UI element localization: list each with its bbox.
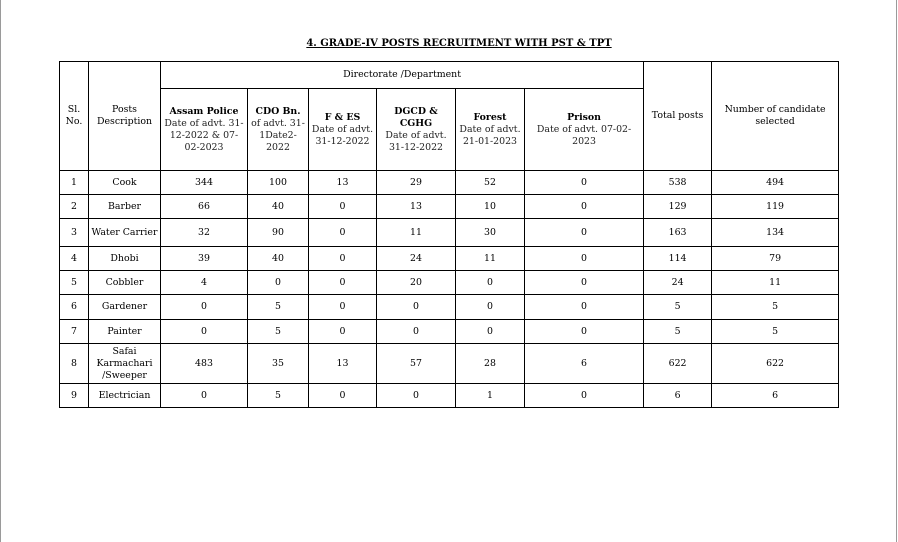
- cell-dept-value: 5: [248, 320, 309, 344]
- recruitment-table: [59, 61, 839, 408]
- dept-advt-date: Date of advt. 07-02-2023: [536, 123, 632, 147]
- cell-candidates-selected: 494: [712, 171, 839, 195]
- cell-dept-value: 0: [456, 320, 525, 344]
- dept-name: Forest: [473, 111, 507, 123]
- cell-dept-value: 39: [161, 247, 248, 271]
- cell-dept-value: 0: [525, 384, 644, 408]
- cell-sl-no: 7: [60, 320, 89, 344]
- cell-sl-no: 6: [60, 295, 89, 320]
- cell-dept-value: 6: [525, 344, 644, 384]
- cell-dept-value: 0: [309, 384, 377, 408]
- cell-post-description: Dhobi: [89, 247, 161, 271]
- cell-dept-value: 11: [377, 219, 456, 247]
- page-edge-right: [896, 0, 897, 542]
- cell-sl-no: 9: [60, 384, 89, 408]
- cell-dept-value: 20: [377, 271, 456, 295]
- cell-post-description: Safai Karmachari /Sweeper: [89, 344, 161, 384]
- cell-dept-value: 57: [377, 344, 456, 384]
- cell-dept-value: 0: [248, 271, 309, 295]
- header-dept-0: [161, 89, 248, 171]
- cell-candidates-selected: 119: [712, 195, 839, 219]
- cell-total-posts: 6: [644, 384, 712, 408]
- cell-dept-value: 32: [161, 219, 248, 247]
- cell-sl-no: 8: [60, 344, 89, 384]
- cell-dept-value: 0: [161, 384, 248, 408]
- cell-sl-no: 2: [60, 195, 89, 219]
- table-row: [60, 384, 839, 408]
- cell-dept-value: 0: [525, 171, 644, 195]
- cell-candidates-selected: 79: [712, 247, 839, 271]
- cell-dept-value: 0: [161, 295, 248, 320]
- header-dept-1: [248, 89, 309, 171]
- cell-dept-value: 0: [309, 271, 377, 295]
- dept-advt-date: Date of advt. 21-01-2023: [459, 123, 521, 147]
- cell-total-posts: 114: [644, 247, 712, 271]
- cell-dept-value: 90: [248, 219, 309, 247]
- cell-total-posts: 24: [644, 271, 712, 295]
- header-directorate: Directorate /Department: [161, 62, 644, 89]
- header-candidates-selected: Number of candidate selected: [712, 62, 839, 171]
- cell-total-posts: 129: [644, 195, 712, 219]
- cell-total-posts: 622: [644, 344, 712, 384]
- table-row: [60, 219, 839, 247]
- table-row: [60, 295, 839, 320]
- dept-advt-date: Date of advt. 31-12-2022: [385, 129, 447, 153]
- cell-dept-value: 0: [309, 320, 377, 344]
- cell-dept-value: 13: [309, 344, 377, 384]
- dept-name: Assam Police: [169, 105, 239, 117]
- cell-dept-value: 1: [456, 384, 525, 408]
- header-posts-description: Posts Description: [89, 62, 161, 171]
- cell-dept-value: 35: [248, 344, 309, 384]
- header-dept-5: [525, 89, 644, 171]
- cell-dept-value: 0: [525, 295, 644, 320]
- cell-dept-value: 0: [525, 247, 644, 271]
- table-row: [60, 271, 839, 295]
- cell-dept-value: 13: [377, 195, 456, 219]
- dept-name: F & ES: [324, 111, 361, 123]
- header-dept-3: [377, 89, 456, 171]
- cell-post-description: Water Carrier: [89, 219, 161, 247]
- cell-dept-value: 0: [456, 271, 525, 295]
- cell-total-posts: 5: [644, 320, 712, 344]
- cell-dept-value: 0: [309, 247, 377, 271]
- cell-dept-value: 0: [456, 295, 525, 320]
- document-title: 4. GRADE-IV POSTS RECRUITMENT WITH PST & TPT: [306, 38, 612, 49]
- cell-dept-value: 4: [161, 271, 248, 295]
- cell-dept-value: 0: [525, 320, 644, 344]
- cell-total-posts: 5: [644, 295, 712, 320]
- cell-dept-value: 0: [161, 320, 248, 344]
- cell-dept-value: 0: [525, 271, 644, 295]
- table-row: [60, 195, 839, 219]
- cell-dept-value: 28: [456, 344, 525, 384]
- cell-post-description: Cobbler: [89, 271, 161, 295]
- cell-dept-value: 344: [161, 171, 248, 195]
- cell-dept-value: 11: [456, 247, 525, 271]
- cell-dept-value: 30: [456, 219, 525, 247]
- cell-dept-value: 10: [456, 195, 525, 219]
- cell-dept-value: 483: [161, 344, 248, 384]
- page-edge-left: [0, 0, 1, 542]
- cell-dept-value: 0: [309, 195, 377, 219]
- cell-dept-value: 0: [309, 219, 377, 247]
- cell-dept-value: 0: [525, 195, 644, 219]
- table-row: [60, 344, 839, 384]
- cell-total-posts: 163: [644, 219, 712, 247]
- cell-dept-value: 13: [309, 171, 377, 195]
- dept-advt-date: Date of advt. 31-12-2022: [311, 123, 374, 147]
- cell-candidates-selected: 11: [712, 271, 839, 295]
- cell-post-description: Electrician: [89, 384, 161, 408]
- dept-name: CDO Bn.: [255, 105, 301, 117]
- cell-dept-value: 52: [456, 171, 525, 195]
- table-row: [60, 171, 839, 195]
- cell-dept-value: 0: [377, 295, 456, 320]
- dept-name: DGCD & CGHG: [394, 105, 438, 129]
- cell-candidates-selected: 5: [712, 295, 839, 320]
- cell-dept-value: 0: [525, 219, 644, 247]
- dept-advt-date: Date of advt. 31-12-2022 & 07-02-2023: [164, 117, 244, 153]
- cell-post-description: Barber: [89, 195, 161, 219]
- header-dept-4: [456, 89, 525, 171]
- cell-dept-value: 5: [248, 295, 309, 320]
- cell-dept-value: 0: [309, 295, 377, 320]
- cell-dept-value: 0: [377, 384, 456, 408]
- header-dept-2: [309, 89, 377, 171]
- dept-advt-date: of advt. 31-1Date2-2022: [251, 117, 305, 153]
- dept-name: Prison: [567, 111, 601, 123]
- cell-candidates-selected: 622: [712, 344, 839, 384]
- table-row: [60, 247, 839, 271]
- cell-post-description: Cook: [89, 171, 161, 195]
- header-total-posts: Total posts: [644, 62, 712, 171]
- cell-candidates-selected: 134: [712, 219, 839, 247]
- cell-total-posts: 538: [644, 171, 712, 195]
- cell-dept-value: 66: [161, 195, 248, 219]
- cell-candidates-selected: 6: [712, 384, 839, 408]
- cell-dept-value: 24: [377, 247, 456, 271]
- cell-dept-value: 29: [377, 171, 456, 195]
- cell-dept-value: 0: [377, 320, 456, 344]
- cell-dept-value: 40: [248, 195, 309, 219]
- table-row: [60, 320, 839, 344]
- cell-dept-value: 100: [248, 171, 309, 195]
- header-sl-no: Sl. No.: [60, 62, 89, 171]
- cell-dept-value: 40: [248, 247, 309, 271]
- cell-sl-no: 5: [60, 271, 89, 295]
- cell-sl-no: 1: [60, 171, 89, 195]
- cell-sl-no: 3: [60, 219, 89, 247]
- cell-sl-no: 4: [60, 247, 89, 271]
- cell-candidates-selected: 5: [712, 320, 839, 344]
- cell-dept-value: 5: [248, 384, 309, 408]
- cell-post-description: Gardener: [89, 295, 161, 320]
- cell-post-description: Painter: [89, 320, 161, 344]
